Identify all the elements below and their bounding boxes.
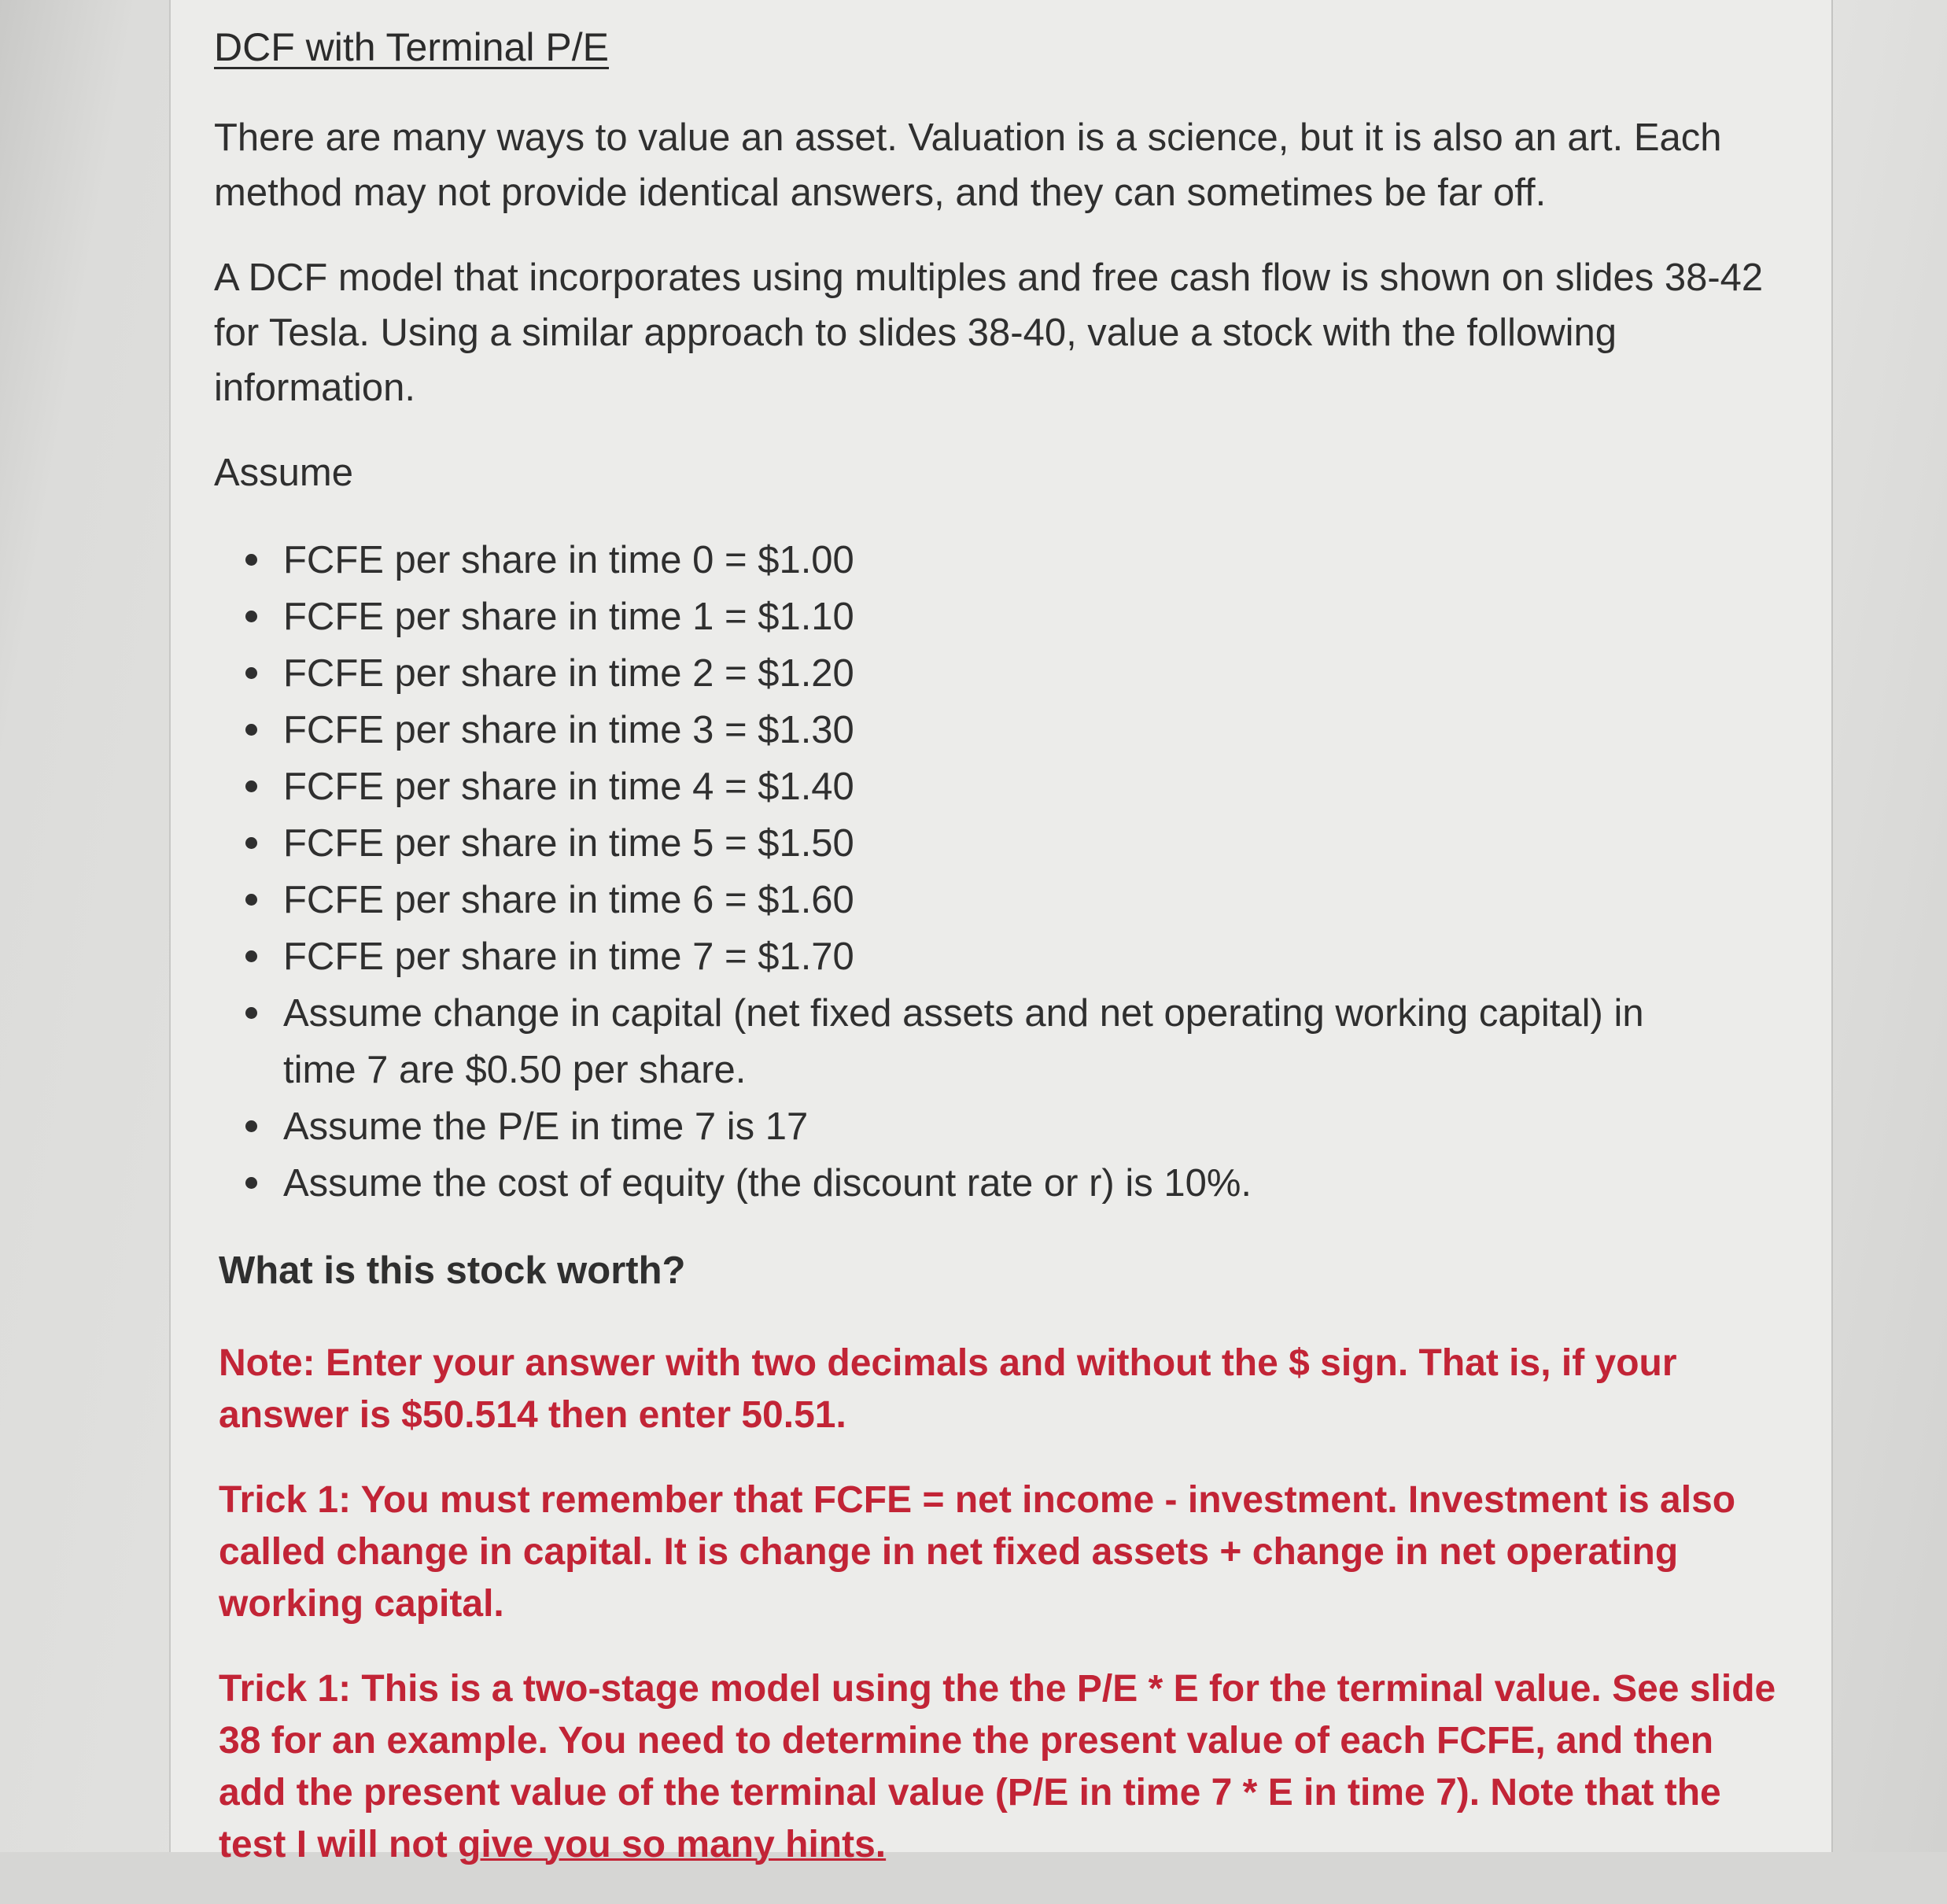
question-content [214,24,1787,1904]
bullet-icon [245,611,257,622]
intro-paragraph: There are many ways to value an asset. Valuation is a science, but it is also an art. Each method may not provide identical answers, and they can sometimes be far off. [214,116,1722,214]
assume-label: Assume [214,452,354,494]
trick-two-stage-note [219,1663,1784,1871]
bullet-icon [245,1177,257,1189]
bullet-icon [245,780,257,792]
question-text: What is this stock worth? [219,1249,686,1292]
bullet-icon [245,554,257,566]
list-item: FCFE per share in time 0 = $1.00 [245,532,1699,589]
list-item: FCFE per share in time 6 = $1.60 [245,872,1699,928]
bullet-icon [245,724,257,736]
page-title: DCF with Terminal P/E [214,25,609,69]
trick-two-stage-text: Trick 1: This is a two-stage model using the the P/E * E for the terminal value. See slide 38 for an example. You need to determine the present value of each FCFE, and then add the present value of the terminal value (P/E in time 7 * E in time 7). Note that the test I will not [219,1668,1776,1865]
bullet-icon [245,1120,257,1132]
answer-format-note: Note: Enter your answer with two decimals and without the $ sign. That is, if your answer is $50.514 then enter 50.51. [219,1342,1677,1436]
list-item: FCFE per share in time 4 = $1.40 [245,758,1699,815]
bullet-icon [245,667,257,679]
list-item: Assume the P/E in time 7 is 17 [245,1098,1699,1155]
model-paragraph: A DCF model that incorporates using multiples and free cash flow is shown on slides 38-42 for Tesla. Using a similar approach to slides 38-40, value a stock with the following information. [214,256,1764,409]
assumption-list [214,532,1787,1212]
bullet-icon [245,950,257,962]
bullet-icon [245,837,257,849]
list-item: FCFE per share in time 3 = $1.30 [245,702,1699,758]
list-item: FCFE per share in time 1 = $1.10 [245,589,1699,645]
trick-investment-note: Trick 1: You must remember that FCFE = net income - investment. Investment is also called change in capital. It is change in net fixed assets + change in net operating working capital. [219,1479,1736,1625]
bullet-icon [245,894,257,906]
trick-two-stage-tail: give you so many hints. [458,1824,887,1865]
list-item: Assume the cost of equity (the discount rate or r) is 10%. [245,1155,1699,1212]
list-item: FCFE per share in time 5 = $1.50 [245,815,1699,872]
list-item: Assume change in capital (net fixed assets and net operating working capital) in time 7 are $0.50 per share. [245,985,1699,1098]
list-item: FCFE per share in time 2 = $1.20 [245,645,1699,702]
list-item: FCFE per share in time 7 = $1.70 [245,928,1699,985]
bullet-icon [245,1007,257,1019]
